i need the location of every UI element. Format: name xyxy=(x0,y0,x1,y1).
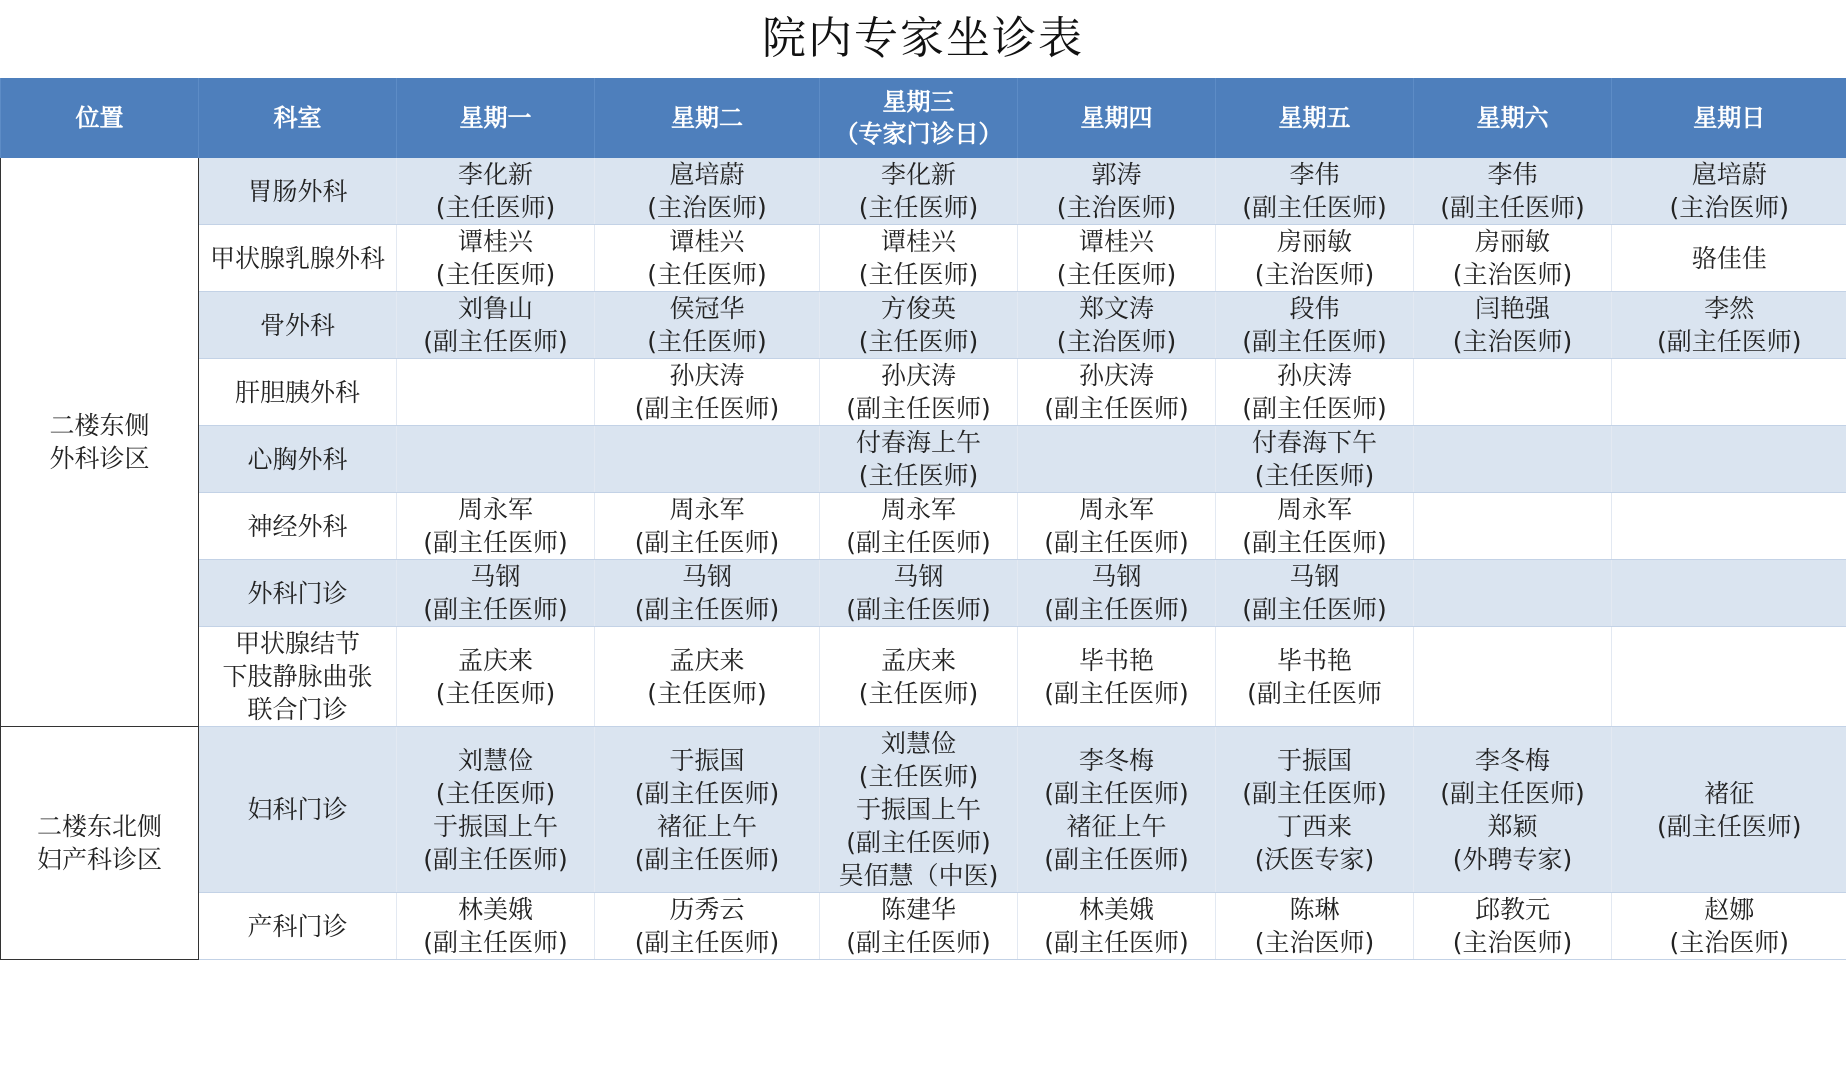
doctor-entry: (副主任医师 xyxy=(1247,678,1382,708)
schedule-table xyxy=(0,78,1846,960)
column-header-label: 星期六 xyxy=(1476,104,1549,132)
doctor-entry: 李化新 xyxy=(457,160,533,189)
doctor-entry: (主治医师) xyxy=(1452,260,1573,289)
doctor-entry: (主任医师) xyxy=(1056,260,1177,289)
column-header-label: 星期五 xyxy=(1278,104,1351,132)
column-header-label: 星期四 xyxy=(1080,104,1153,132)
doctor-entry: 周永军 xyxy=(1276,495,1352,524)
doctor-entry: 毕书艳 xyxy=(1276,645,1352,675)
doctor-entry: 刘慧俭 xyxy=(457,745,533,775)
department-cell xyxy=(199,560,397,627)
doctor-entry: (主治医师) xyxy=(647,193,767,222)
schedule-cell xyxy=(1018,493,1216,560)
column-header-label: 星期二 xyxy=(671,104,743,132)
doctor-entry: 褚征上午 xyxy=(1066,811,1167,841)
doctor-entry: 房丽敏 xyxy=(1276,227,1352,256)
schedule-cell xyxy=(1018,893,1216,960)
doctor-entry: (副主任医师) xyxy=(1044,928,1189,957)
doctor-entry: 孙庆涛 xyxy=(880,361,956,390)
table-row xyxy=(1,627,1846,727)
doctor-entry: 孙庆涛 xyxy=(669,361,745,390)
doctor-entry: (主治医师) xyxy=(1056,327,1177,356)
schedule-cell xyxy=(1216,627,1414,727)
doctor-entry: (主治医师) xyxy=(1669,193,1789,222)
schedule-cell xyxy=(820,727,1018,893)
schedule-cell xyxy=(397,627,595,727)
doctor-entry: (副主任医师) xyxy=(1044,778,1189,808)
doctor-entry: (副主任医师) xyxy=(1242,778,1387,808)
schedule-cell xyxy=(1216,292,1414,359)
schedule-cell xyxy=(820,158,1018,225)
doctor-entry: (副主任医师) xyxy=(423,928,568,957)
doctor-entry: (主任医师) xyxy=(647,327,767,356)
doctor-entry: (副主任医师) xyxy=(423,327,568,356)
schedule-cell xyxy=(1414,727,1612,893)
department-cell xyxy=(199,493,397,560)
doctor-entry: 马钢 xyxy=(1091,562,1142,591)
doctor-entry: (主任医师) xyxy=(647,678,767,708)
department-cell xyxy=(199,225,397,292)
schedule-cell xyxy=(397,225,595,292)
doctor-entry: (副主任医师) xyxy=(423,595,568,624)
doctor-entry: (副主任医师) xyxy=(634,595,780,624)
department-label: 外科门诊 xyxy=(247,578,348,608)
doctor-entry: 谭桂兴 xyxy=(669,227,745,256)
doctor-entry: (主治医师) xyxy=(1452,928,1573,957)
schedule-cell xyxy=(595,426,820,493)
schedule-cell xyxy=(1216,158,1414,225)
column-header xyxy=(199,78,397,158)
location-cell xyxy=(1,158,199,727)
doctor-entry: 谭桂兴 xyxy=(457,227,533,256)
schedule-cell xyxy=(595,359,820,426)
doctor-entry: 于振国 xyxy=(1276,745,1352,775)
table-row xyxy=(1,426,1846,493)
doctor-entry: 谭桂兴 xyxy=(1078,227,1154,256)
schedule-cell xyxy=(397,158,595,225)
location-cell xyxy=(1,727,199,960)
schedule-cell xyxy=(595,158,820,225)
doctor-entry: 李伟 xyxy=(1289,160,1340,189)
location-label: 二楼东侧 xyxy=(49,411,150,440)
doctor-entry: 历秀云 xyxy=(669,895,745,924)
department-label: 胃肠外科 xyxy=(247,176,348,206)
schedule-cell xyxy=(820,560,1018,627)
location-label: 外科诊区 xyxy=(49,444,150,473)
doctor-entry: 刘慧俭 xyxy=(880,729,956,758)
doctor-entry: 马钢 xyxy=(1289,562,1340,591)
schedule-cell xyxy=(1018,359,1216,426)
table-row xyxy=(1,158,1846,225)
department-label: 神经外科 xyxy=(247,511,348,541)
schedule-cell xyxy=(1612,225,1846,292)
schedule-cell xyxy=(1612,292,1846,359)
doctor-entry: 周永军 xyxy=(880,495,956,524)
department-cell xyxy=(199,893,397,960)
doctor-entry: (副主任医师) xyxy=(1440,193,1585,222)
schedule-cell xyxy=(820,359,1018,426)
doctor-entry: 林美娥 xyxy=(1078,895,1154,924)
doctor-entry: 郑文涛 xyxy=(1078,294,1154,323)
doctor-entry: (副主任医师) xyxy=(1242,595,1387,624)
doctor-entry: 扈培蔚 xyxy=(1691,160,1767,189)
column-header xyxy=(1612,78,1846,158)
doctor-entry: (副主任医师) xyxy=(1044,528,1189,557)
schedule-cell xyxy=(397,893,595,960)
schedule-cell xyxy=(1612,893,1846,960)
doctor-entry: 郭涛 xyxy=(1091,160,1142,189)
doctor-entry: (主任医师) xyxy=(858,461,979,490)
doctor-entry: 谭桂兴 xyxy=(880,227,956,256)
doctor-entry: 李化新 xyxy=(880,160,956,189)
column-header-label: 星期三 xyxy=(882,88,955,116)
doctor-entry: (副主任医师) xyxy=(1656,327,1802,356)
doctor-entry: (副主任医师) xyxy=(1440,778,1585,808)
schedule-cell xyxy=(1216,426,1414,493)
doctor-entry: 李冬梅 xyxy=(1474,745,1550,775)
department-label: 骨外科 xyxy=(259,310,335,340)
schedule-cell xyxy=(1216,893,1414,960)
department-label: 联合门诊 xyxy=(247,695,348,724)
department-label: 甲状腺乳腺外科 xyxy=(209,243,385,273)
doctor-entry: 孙庆涛 xyxy=(1078,361,1154,390)
column-header xyxy=(595,78,820,158)
schedule-cell xyxy=(1018,560,1216,627)
doctor-entry: 方俊英 xyxy=(880,294,956,323)
doctor-entry: 于振国 xyxy=(669,745,745,775)
column-header-label: 科室 xyxy=(273,104,322,132)
doctor-entry: 褚征上午 xyxy=(656,811,757,841)
schedule-cell xyxy=(1018,225,1216,292)
department-label: 下肢静脉曲张 xyxy=(222,662,373,691)
doctor-entry: (副主任医师) xyxy=(1242,394,1387,423)
doctor-entry: (副主任医师) xyxy=(423,528,568,557)
doctor-entry: (副主任医师) xyxy=(846,595,991,624)
doctor-entry: (主治医师) xyxy=(1254,260,1375,289)
department-label: 甲状腺结节 xyxy=(234,629,360,658)
doctor-entry: 孙庆涛 xyxy=(1276,361,1352,390)
doctor-entry: (主任医师) xyxy=(647,260,767,289)
doctor-entry: (主治医师) xyxy=(1056,193,1177,222)
doctor-entry: (副主任医师) xyxy=(634,394,780,423)
schedule-cell xyxy=(595,225,820,292)
doctor-entry: (主任医师) xyxy=(435,260,556,289)
schedule-cell xyxy=(397,493,595,560)
schedule-cell xyxy=(1018,627,1216,727)
doctor-entry: 李伟 xyxy=(1487,160,1538,189)
doctor-entry: 李然 xyxy=(1704,294,1755,323)
schedule-cell xyxy=(397,426,595,493)
schedule-cell xyxy=(1612,493,1846,560)
schedule-cell xyxy=(1414,426,1612,493)
column-header-label: 星期一 xyxy=(459,104,532,132)
column-header-label: 位置 xyxy=(75,104,124,132)
schedule-cell xyxy=(595,893,820,960)
department-cell xyxy=(199,292,397,359)
schedule-cell xyxy=(1216,493,1414,560)
schedule-cell xyxy=(1018,727,1216,893)
schedule-cell xyxy=(1414,158,1612,225)
doctor-entry: 于振国上午 xyxy=(855,795,981,824)
schedule-cell xyxy=(595,560,820,627)
schedule-cell xyxy=(595,493,820,560)
department-cell xyxy=(199,627,397,727)
schedule-cell xyxy=(1414,893,1612,960)
table-row xyxy=(1,225,1846,292)
doctor-entry: (主任医师) xyxy=(435,193,556,222)
doctor-entry: 孟庆来 xyxy=(457,645,533,675)
schedule-cell xyxy=(595,627,820,727)
doctor-entry: (副主任医师) xyxy=(1044,595,1189,624)
schedule-cell xyxy=(1018,426,1216,493)
header-row xyxy=(1,78,1846,158)
doctor-entry: 马钢 xyxy=(893,562,944,591)
table-row xyxy=(1,292,1846,359)
schedule-cell xyxy=(1216,560,1414,627)
doctor-entry: (主任医师) xyxy=(1254,461,1375,490)
doctor-entry: 刘鲁山 xyxy=(457,294,533,323)
doctor-entry: 闫艳强 xyxy=(1474,294,1550,323)
schedule-cell xyxy=(397,292,595,359)
department-cell xyxy=(199,426,397,493)
column-header-label: 星期日 xyxy=(1693,104,1766,132)
doctor-entry: (主任医师) xyxy=(858,193,979,222)
doctor-entry: 郑颖 xyxy=(1487,811,1538,841)
department-cell xyxy=(199,727,397,893)
schedule-cell xyxy=(1612,727,1846,893)
table-row xyxy=(1,893,1846,960)
doctor-entry: (副主任医师) xyxy=(1242,327,1387,356)
schedule-cell xyxy=(397,727,595,893)
doctor-entry: (沃医专家) xyxy=(1254,844,1375,874)
schedule-cell xyxy=(1612,627,1846,727)
schedule-cell xyxy=(1612,560,1846,627)
page-title: 院内专家坐诊表 xyxy=(762,13,1084,64)
department-cell xyxy=(199,359,397,426)
doctor-entry: 赵娜 xyxy=(1704,895,1755,924)
schedule-cell xyxy=(1414,493,1612,560)
doctor-entry: 陈建华 xyxy=(880,895,956,924)
schedule-cell xyxy=(1216,727,1414,893)
doctor-entry: (副主任医师) xyxy=(1044,678,1189,708)
doctor-entry: (主治医师) xyxy=(1452,327,1573,356)
doctor-entry: (主任医师) xyxy=(435,778,556,808)
schedule-cell xyxy=(1612,158,1846,225)
schedule-cell xyxy=(1216,359,1414,426)
doctor-entry: (主任医师) xyxy=(858,327,979,356)
doctor-entry: 陈琳 xyxy=(1289,895,1340,924)
doctor-entry: 丁西来 xyxy=(1276,811,1352,841)
schedule-cell xyxy=(820,493,1018,560)
doctor-entry: (副主任医师) xyxy=(1242,528,1387,557)
doctor-entry: 毕书艳 xyxy=(1078,645,1154,675)
schedule-cell xyxy=(1018,292,1216,359)
table-row xyxy=(1,359,1846,426)
doctor-entry: 付春海下午 xyxy=(1251,428,1377,457)
doctor-entry: (副主任医师) xyxy=(634,778,780,808)
doctor-entry: 于振国上午 xyxy=(432,811,558,841)
doctor-entry: 邱教元 xyxy=(1474,895,1550,924)
table-row xyxy=(1,493,1846,560)
doctor-entry: 马钢 xyxy=(470,562,521,591)
doctor-entry: (副主任医师) xyxy=(846,394,991,423)
column-header xyxy=(1,78,199,158)
doctor-entry: (副主任医师) xyxy=(634,928,780,957)
schedule-cell xyxy=(1414,292,1612,359)
column-header xyxy=(397,78,595,158)
doctor-entry: (副主任医师) xyxy=(423,844,568,874)
column-header xyxy=(1216,78,1414,158)
doctor-entry: (副主任医师) xyxy=(634,528,780,557)
doctor-entry: 褚征 xyxy=(1704,778,1755,808)
schedule-cell xyxy=(820,292,1018,359)
doctor-entry: 房丽敏 xyxy=(1474,227,1550,256)
schedule-cell xyxy=(595,727,820,893)
doctor-entry: 马钢 xyxy=(681,562,732,591)
schedule-cell xyxy=(820,893,1018,960)
doctor-entry: (副主任医师) xyxy=(1242,193,1387,222)
column-header xyxy=(1018,78,1216,158)
doctor-entry: 李冬梅 xyxy=(1078,745,1154,775)
doctor-entry: 周永军 xyxy=(1078,495,1154,524)
doctor-entry: 骆佳佳 xyxy=(1691,243,1767,273)
doctor-entry: (主治医师) xyxy=(1254,928,1375,957)
doctor-entry: 段伟 xyxy=(1289,294,1340,323)
doctor-entry: 周永军 xyxy=(669,495,745,524)
doctor-entry: (副主任医师) xyxy=(846,528,991,557)
column-header xyxy=(1414,78,1612,158)
department-label: 产科门诊 xyxy=(247,911,348,941)
doctor-entry: 扈培蔚 xyxy=(669,160,745,189)
doctor-entry: (主任医师) xyxy=(858,762,979,791)
schedule-cell xyxy=(1414,560,1612,627)
schedule-cell xyxy=(820,225,1018,292)
doctor-entry: (主任医师) xyxy=(435,678,556,708)
doctor-entry: 侯冠华 xyxy=(669,294,745,323)
doctor-entry: 周永军 xyxy=(457,495,533,524)
doctor-entry: (副主任医师) xyxy=(1044,394,1189,423)
location-label: 二楼东北侧 xyxy=(36,812,162,841)
doctor-entry: (主任医师) xyxy=(858,260,979,289)
doctor-entry: 付春海上午 xyxy=(855,428,981,457)
schedule-cell xyxy=(397,359,595,426)
schedule-cell xyxy=(1414,627,1612,727)
column-header-label: （专家门诊日） xyxy=(834,120,1003,148)
table-row xyxy=(1,727,1846,893)
schedule-cell xyxy=(1018,158,1216,225)
schedule-cell xyxy=(1612,426,1846,493)
schedule-cell xyxy=(1414,225,1612,292)
schedule-cell xyxy=(820,627,1018,727)
doctor-entry: (副主任医师) xyxy=(1656,811,1802,841)
doctor-entry: 孟庆来 xyxy=(880,645,956,675)
schedule-cell xyxy=(1216,225,1414,292)
doctor-entry: 吴佰慧（中医) xyxy=(838,861,999,890)
schedule-cell xyxy=(1414,359,1612,426)
doctor-entry: (副主任医师) xyxy=(634,844,780,874)
doctor-entry: (副主任医师) xyxy=(846,828,991,857)
location-label: 妇产科诊区 xyxy=(36,845,162,874)
doctor-entry: 林美娥 xyxy=(457,895,533,924)
schedule-cell xyxy=(1612,359,1846,426)
column-header xyxy=(820,78,1018,158)
department-label: 心胸外科 xyxy=(247,444,348,474)
schedule-cell xyxy=(820,426,1018,493)
doctor-entry: (副主任医师) xyxy=(846,928,991,957)
schedule-cell xyxy=(397,560,595,627)
department-cell xyxy=(199,158,397,225)
department-label: 肝胆胰外科 xyxy=(234,377,360,407)
doctor-entry: (主治医师) xyxy=(1669,928,1789,957)
doctor-entry: 孟庆来 xyxy=(669,645,745,675)
doctor-entry: (外聘专家) xyxy=(1452,844,1573,874)
department-label: 妇科门诊 xyxy=(247,795,348,824)
doctor-entry: (副主任医师) xyxy=(1044,844,1189,874)
schedule-cell xyxy=(595,292,820,359)
doctor-entry: (主任医师) xyxy=(858,678,979,708)
table-row xyxy=(1,560,1846,627)
